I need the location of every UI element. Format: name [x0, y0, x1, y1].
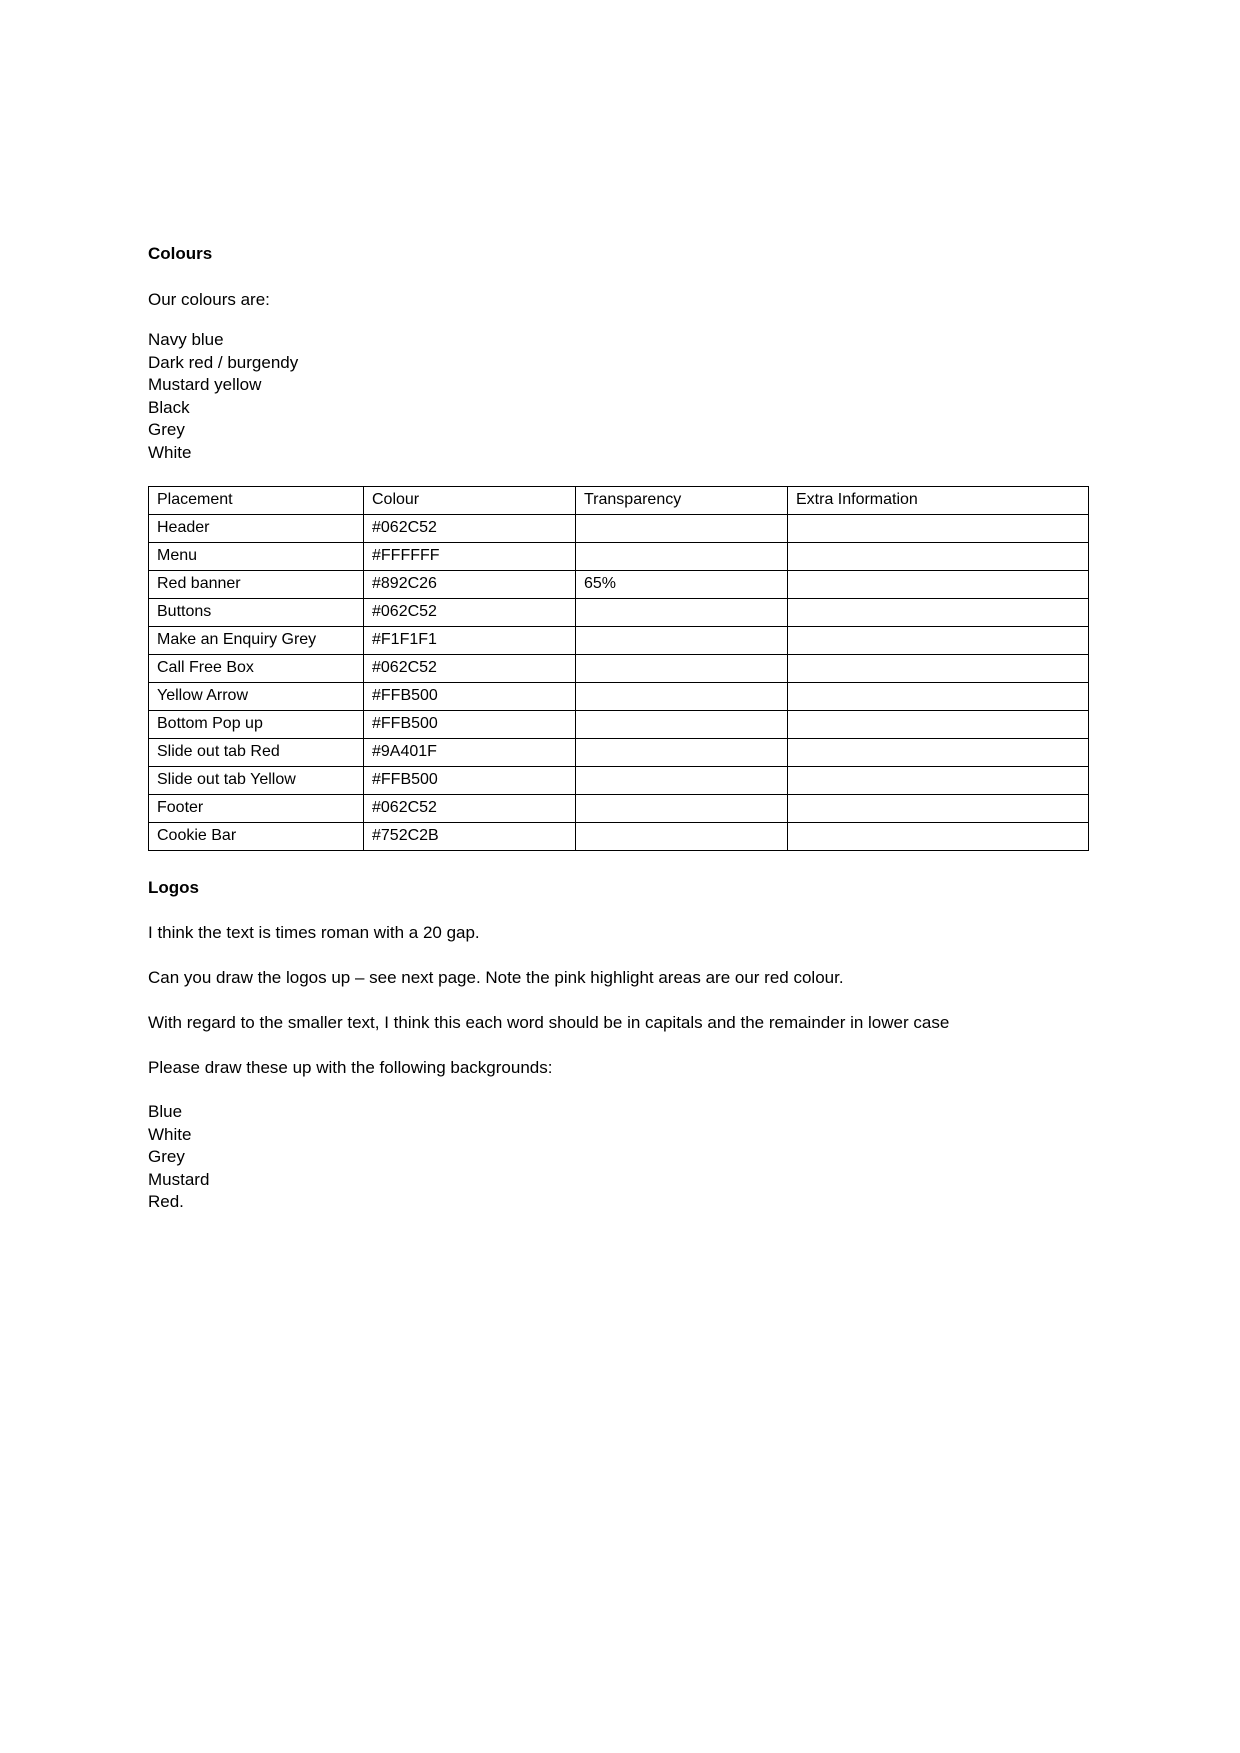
table-row [149, 683, 1089, 711]
cell-placement: Make an Enquiry Grey [149, 627, 364, 655]
colour-name-item: White [148, 442, 192, 462]
cell-extra-information [788, 795, 1089, 823]
table-row [149, 655, 1089, 683]
table-row [149, 823, 1089, 851]
colours-table [148, 486, 1089, 851]
cell-placement: Slide out tab Red [149, 739, 364, 767]
table-row [149, 599, 1089, 627]
colour-name-item: Grey [148, 420, 185, 439]
cell-colour: #062C52 [364, 655, 576, 683]
cell-transparency: 65% [576, 571, 788, 599]
cell-transparency [576, 627, 788, 655]
logos-heading: Logos [148, 878, 199, 897]
table-row [149, 571, 1089, 599]
table-row [149, 711, 1089, 739]
logos-paragraph: I think the text is times roman with a 20 gap. [148, 923, 480, 942]
colour-name-item: Mustard yellow [148, 375, 262, 394]
cell-transparency [576, 655, 788, 683]
cell-placement: Buttons [149, 599, 364, 627]
cell-colour: #FFB500 [364, 683, 576, 711]
cell-placement: Red banner [149, 571, 364, 599]
cell-transparency [576, 767, 788, 795]
cell-extra-information [788, 683, 1089, 711]
table-row [149, 795, 1089, 823]
cell-extra-information [788, 599, 1089, 627]
column-header-transparency: Transparency [576, 487, 788, 515]
column-header-extra-information: Extra Information [788, 487, 1089, 515]
table-row [149, 543, 1089, 571]
table-header-row [149, 487, 1089, 515]
background-item: Red. [148, 1192, 184, 1211]
cell-extra-information [788, 515, 1089, 543]
cell-transparency [576, 543, 788, 571]
cell-placement: Bottom Pop up [149, 711, 364, 739]
cell-colour: #9A401F [364, 739, 576, 767]
cell-extra-information [788, 627, 1089, 655]
cell-colour: #F1F1F1 [364, 627, 576, 655]
cell-transparency [576, 599, 788, 627]
cell-extra-information [788, 543, 1089, 571]
cell-transparency [576, 823, 788, 851]
logos-paragraph: Please draw these up with the following backgrounds: [148, 1058, 553, 1077]
colours-heading: Colours [148, 244, 213, 263]
cell-extra-information [788, 739, 1089, 767]
background-item: White [148, 1124, 192, 1144]
cell-transparency [576, 515, 788, 543]
cell-placement: Yellow Arrow [149, 683, 364, 711]
cell-colour: #892C26 [364, 571, 576, 599]
cell-colour: #062C52 [364, 515, 576, 543]
backgrounds-list [148, 1101, 1092, 1214]
cell-extra-information [788, 823, 1089, 851]
table-row [149, 739, 1089, 767]
cell-transparency [576, 739, 788, 767]
background-item: Blue [148, 1102, 183, 1121]
cell-colour: #062C52 [364, 795, 576, 823]
table-row [149, 767, 1089, 795]
cell-placement: Header [149, 515, 364, 543]
column-header-placement: Placement [149, 487, 364, 515]
cell-placement: Slide out tab Yellow [149, 767, 364, 795]
colour-name-item: Navy blue [148, 330, 224, 349]
table-row [149, 515, 1089, 543]
logos-section [148, 877, 1092, 1214]
cell-extra-information [788, 655, 1089, 683]
cell-transparency [576, 683, 788, 711]
cell-extra-information [788, 767, 1089, 795]
cell-placement: Menu [149, 543, 364, 571]
document-content [148, 243, 1092, 1214]
cell-transparency [576, 711, 788, 739]
colour-name-item: Dark red / burgendy [148, 352, 299, 372]
table-row [149, 627, 1089, 655]
cell-extra-information [788, 571, 1089, 599]
cell-colour: #752C2B [364, 823, 576, 851]
cell-colour: #FFB500 [364, 711, 576, 739]
colours-intro: Our colours are: [148, 290, 270, 309]
cell-colour: #FFFFFF [364, 543, 576, 571]
background-item: Grey [148, 1147, 185, 1166]
background-item: Mustard [148, 1169, 210, 1189]
cell-colour: #062C52 [364, 599, 576, 627]
cell-colour: #FFB500 [364, 767, 576, 795]
logos-paragraph: With regard to the smaller text, I think this each word should be in capitals and the remainder in lower case [148, 1013, 950, 1032]
cell-placement: Cookie Bar [149, 823, 364, 851]
column-header-colour: Colour [364, 487, 576, 515]
logos-paragraph: Can you draw the logos up – see next page. Note the pink highlight areas are our red colour. [148, 968, 844, 987]
cell-extra-information [788, 711, 1089, 739]
cell-transparency [576, 795, 788, 823]
cell-placement: Footer [149, 795, 364, 823]
colour-name-item: Black [148, 397, 190, 417]
cell-placement: Call Free Box [149, 655, 364, 683]
